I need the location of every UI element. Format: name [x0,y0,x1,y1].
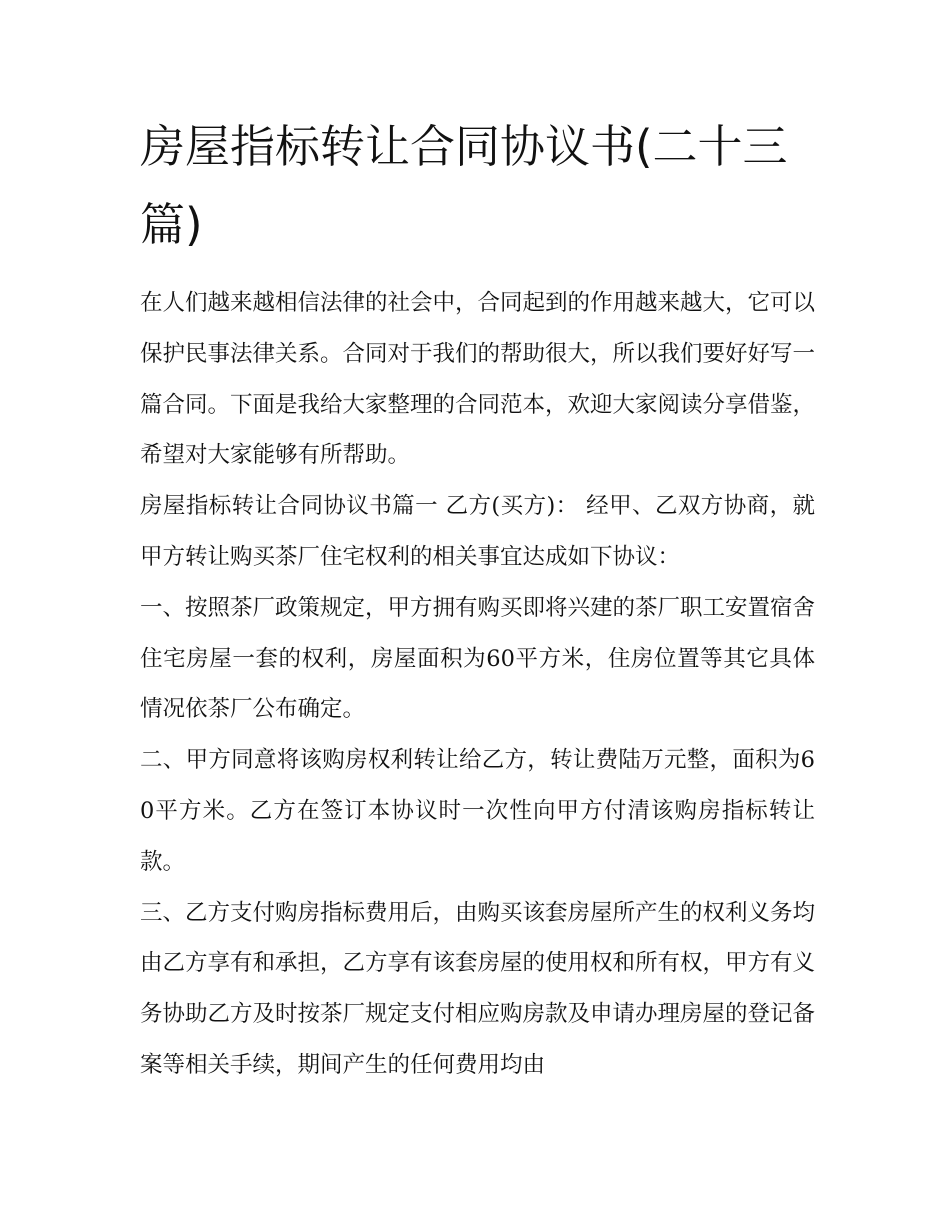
intro-paragraph: 在人们越来越相信法律的社会中，合同起到的作用越来越大，它可以保护民事法律关系。合同对于我们的帮助很大，所以我们要好好写一篇合同。下面是我给大家整理的合同范本，欢迎大家阅读分享借鉴，希望对大家能够有所帮助。 [140,290,816,469]
clause-3-paragraph: 三、乙方支付购房指标费用后，由购买该套房屋所产生的权利义务均由乙方享有和承担，乙方享有该套房屋的使用权和所有权，甲方有义务协助乙方及时按茶厂规定支付相应购房款及申请办理房屋的登记备案等相关手续，期间产生的任何费用均由 [140,899,816,1078]
clause-2-paragraph: 二、甲方同意将该购房权利转让给乙方，转让费陆万元整，面积为60平方米。乙方在签订本协议时一次性向甲方付清该购房指标转让款。 [140,747,815,875]
section-heading-paragraph: 房屋指标转让合同协议书篇一 乙方(买方)： 经甲、乙双方协商，就甲方转让购买茶厂住宅权利的相关事宜达成如下协议： [140,493,815,570]
document-body [140,278,815,1091]
document-content [140,108,815,1091]
document-title: 房屋指标转让合同协议书(二十三篇) [140,120,788,251]
clause-1-paragraph: 一、按照茶厂政策规定，甲方拥有购买即将兴建的茶厂职工安置宿舍住宅房屋一套的权利，房屋面积为60平方米，住房位置等其它具体情况依茶厂公布确定。 [140,594,816,723]
